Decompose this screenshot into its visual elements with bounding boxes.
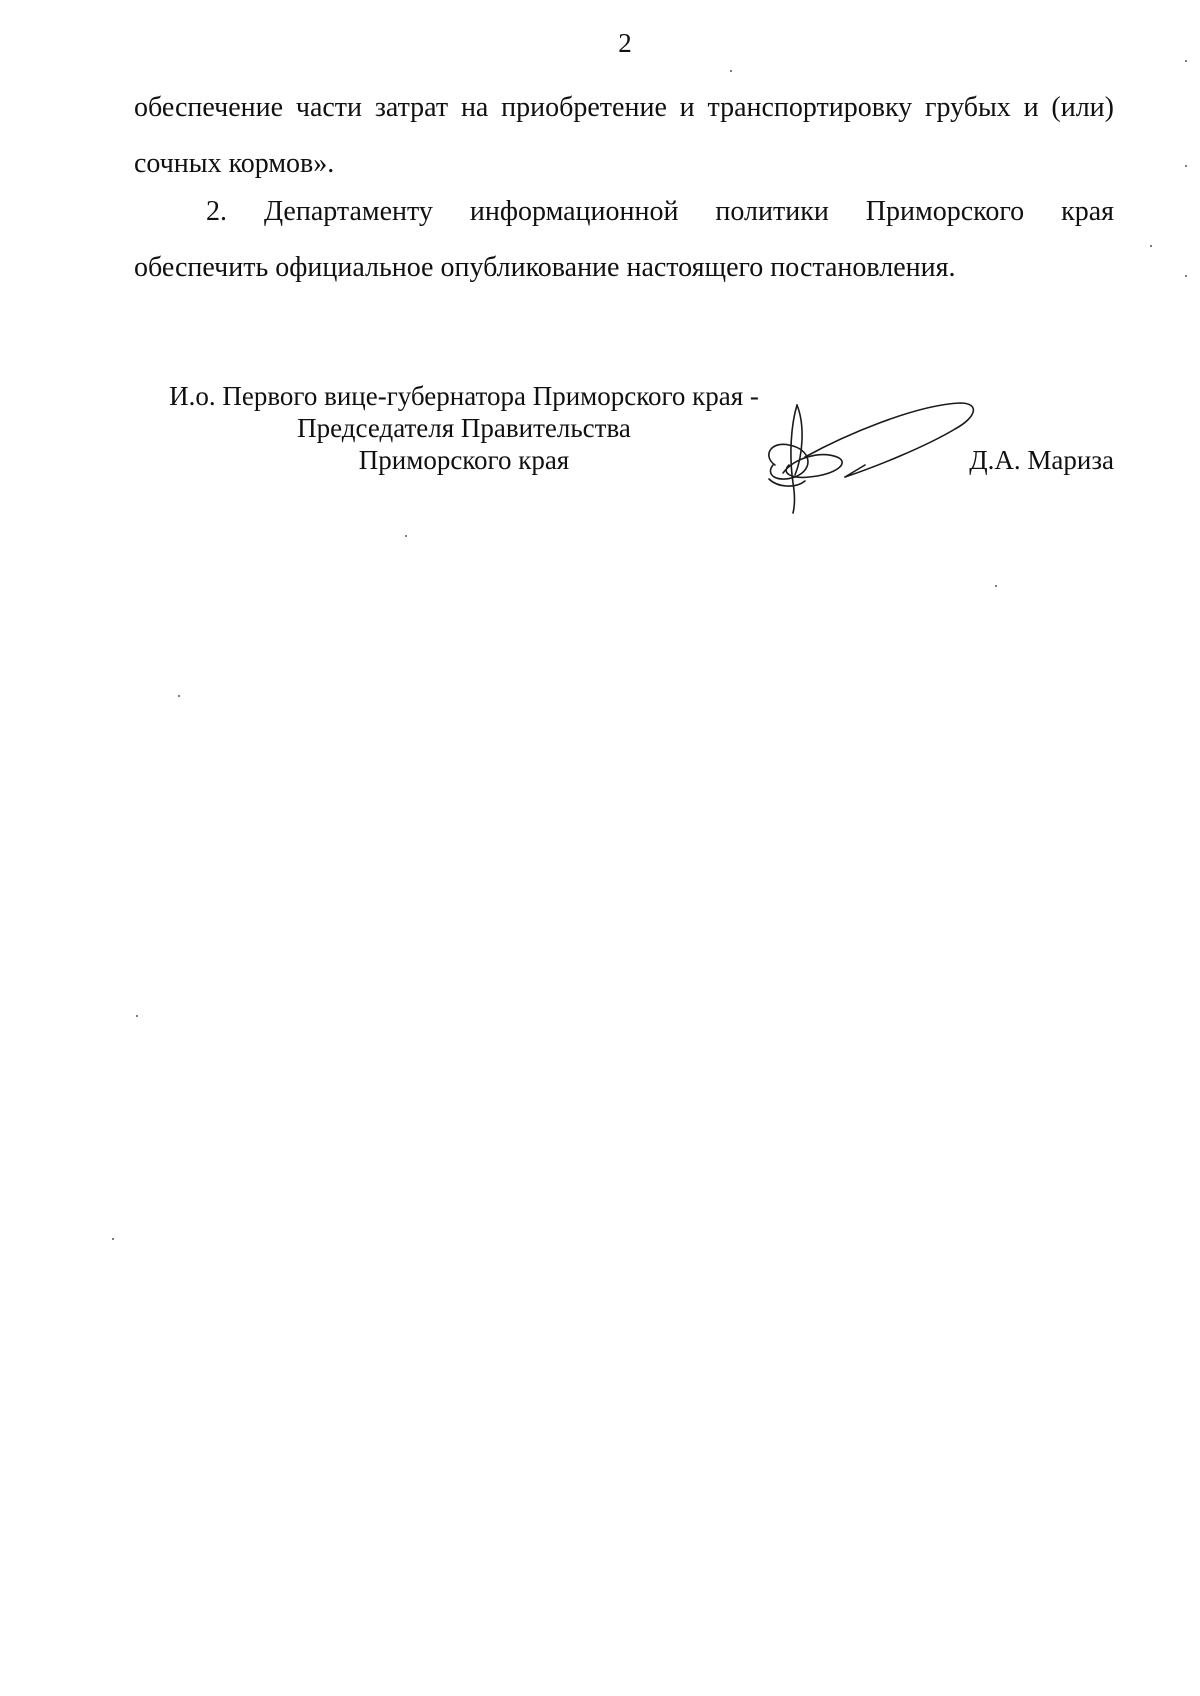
- scan-speck: [405, 535, 407, 537]
- scan-speck: [1185, 275, 1187, 277]
- scan-speck: [1185, 165, 1187, 167]
- paragraph-item-2: [134, 184, 1114, 296]
- handwritten-signature: [755, 395, 985, 515]
- signatory-title-line-2: Председателя Правительства: [297, 413, 631, 443]
- signatory-title-line-3: Приморского края: [358, 445, 570, 475]
- paragraph-2-line-1: 2. Департаменту информационной политики Приморского края: [206, 196, 1114, 227]
- signatory-name: Д.А. Мариза: [969, 445, 1114, 475]
- scan-speck: [1150, 245, 1152, 247]
- scan-speck: [178, 695, 180, 697]
- scan-speck: [995, 585, 997, 587]
- page-number: 2: [618, 28, 632, 58]
- paragraph-1-line-2: сочных кормов».: [134, 148, 335, 179]
- scan-speck: [136, 1015, 138, 1017]
- paragraph-1-line-1: обеспечение части затрат на приобретение и транспортировку грубых и (или): [134, 92, 1114, 123]
- scan-speck: [112, 1238, 114, 1240]
- scan-speck: [730, 70, 732, 72]
- paragraph-continuation: [134, 80, 1114, 192]
- signatory-title-line-1: И.о. Первого вице-губернатора Приморского края -: [169, 381, 759, 411]
- scan-speck: [1185, 60, 1187, 62]
- paragraph-2-line-2: обеспечить официальное опубликование настоящего постановления.: [134, 252, 956, 283]
- signatory-title: [144, 380, 784, 476]
